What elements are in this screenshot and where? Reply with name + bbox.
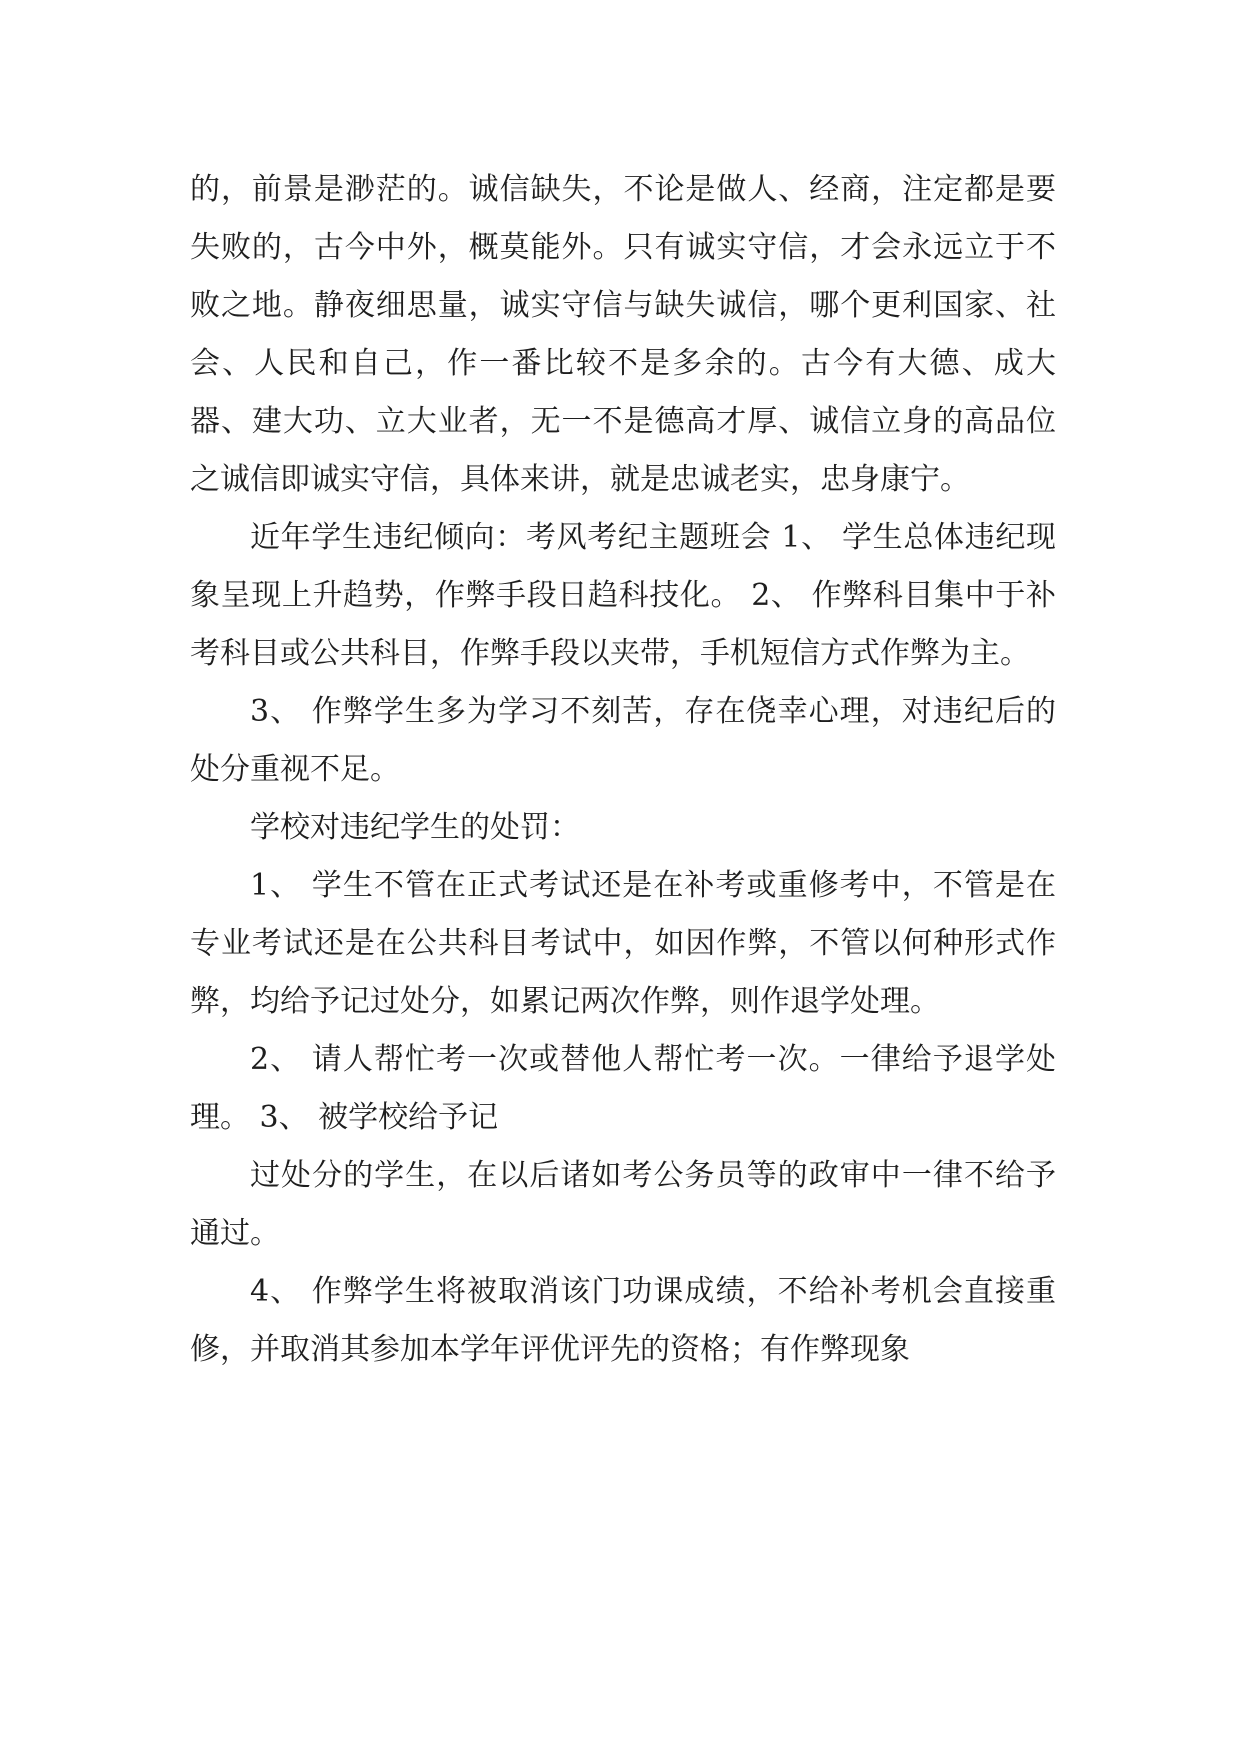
paragraph-2: 近年学生违纪倾向：考风考纪主题班会 1、 学生总体违纪现象呈现上升趋势，作弊手段日趋科技化。 2、 作弊科目集中于补考科目或公共科目，作弊手段以夹带，手机短信方式作弊为主。 xyxy=(190,520,1056,671)
document-body xyxy=(190,161,1056,1379)
paragraph-4: 学校对违纪学生的处罚： xyxy=(250,810,580,845)
paragraph-6: 2、 请人帮忙考一次或替他人帮忙考一次。一律给予退学处理。 3、 被学校给予记 xyxy=(190,1042,1056,1135)
paragraph-3: 3、 作弊学生多为学习不刻苦，存在侥幸心理，对违纪后的处分重视不足。 xyxy=(190,694,1056,787)
paragraph-7: 过处分的学生，在以后诸如考公务员等的政审中一律不给予通过。 xyxy=(190,1158,1056,1251)
paragraph-5: 1、 学生不管在正式考试还是在补考或重修考中，不管是在专业考试还是在公共科目考试中，如因作弊，不管以何种形式作弊，均给予记过处分，如累记两次作弊，则作退学处理。 xyxy=(190,868,1056,1019)
paragraph-8: 4、 作弊学生将被取消该门功课成绩，不给补考机会直接重修，并取消其参加本学年评优评先的资格；有作弊现象 xyxy=(190,1274,1056,1367)
paragraph-1: 的，前景是渺茫的。诚信缺失，不论是做人、经商，注定都是要失败的，古今中外，概莫能外。只有诚实守信，才会永远立于不败之地。静夜细思量，诚实守信与缺失诚信，哪个更利国家、社会、人民和自己，作一番比较不是多余的。古今有大德、成大器、建大功、立大业者，无一不是德高才厚、诚信立身的高品位之诚信即诚实守信，具体来讲，就是忠诚老实，忠身康宁。 xyxy=(190,172,1056,497)
